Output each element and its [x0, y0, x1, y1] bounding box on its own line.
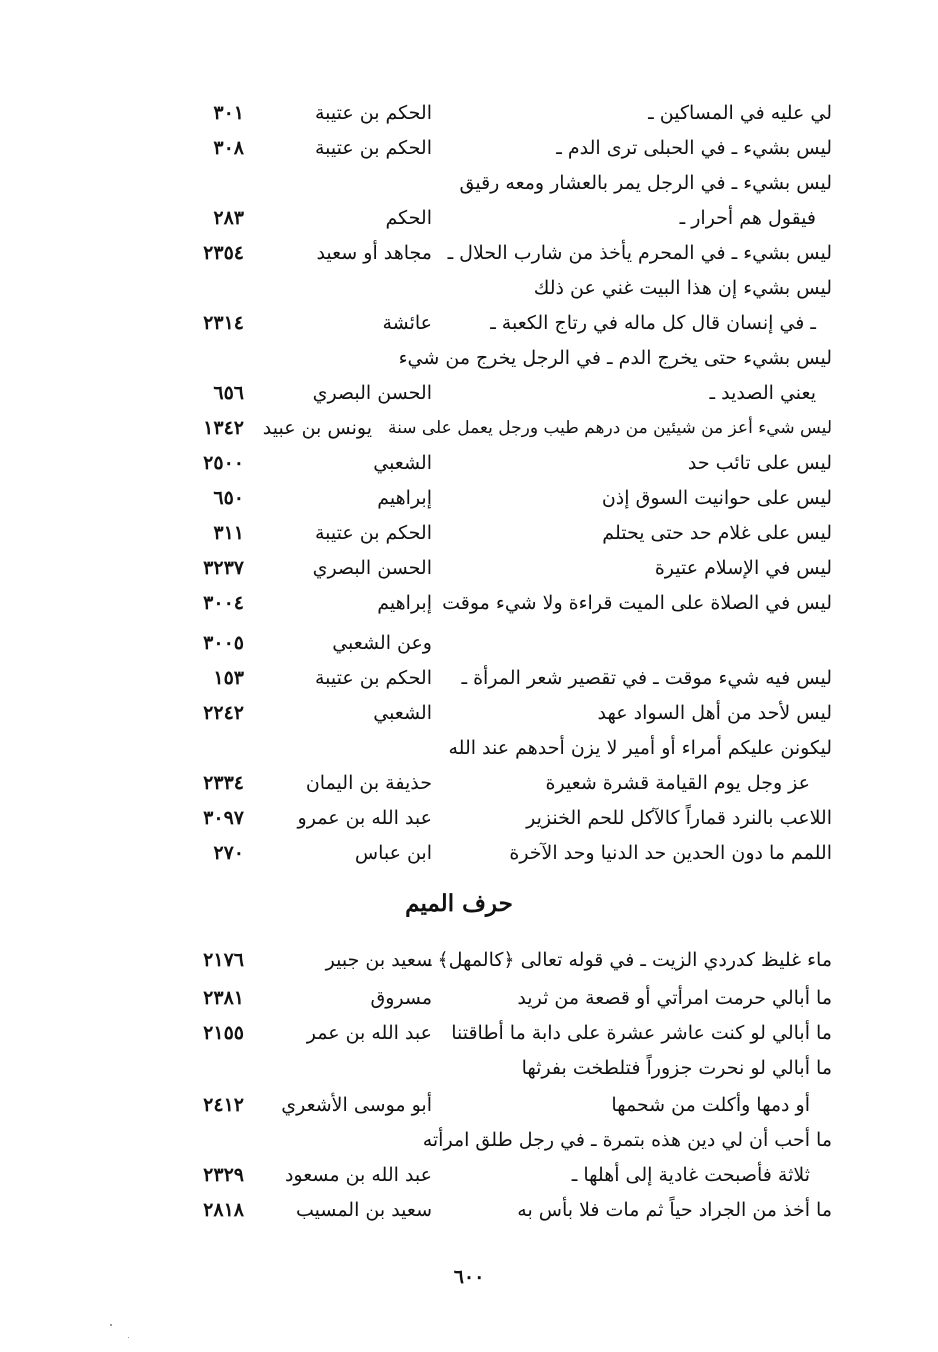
entry-text: فيقول هم أحرار ـ: [679, 207, 816, 229]
entry-text: لي عليه في المساكين ـ: [648, 102, 832, 124]
entry-number: ٣٠٩٧: [203, 807, 244, 829]
entry-row: [0, 166, 938, 200]
entry-number: ٣٢٣٧: [203, 557, 244, 579]
entry-narrator: عبد الله بن مسعود: [284, 1164, 432, 1186]
entry-row: [0, 696, 938, 730]
entry-narrator: سعيد بن المسيب: [295, 1199, 432, 1221]
entry-text: ثلاثة فأصبحت غادية إلى أهلها ـ: [571, 1164, 810, 1186]
entry-text: ليكونن عليكم أمراء أو أمير لا يزن أحدهم عند الله: [448, 737, 832, 759]
entry-number: ٢١٥٥: [203, 1022, 244, 1044]
page-number: ٦٠٠: [453, 1266, 485, 1288]
entry-row: [0, 766, 938, 800]
entry-number: ٢٤١٢: [203, 1094, 244, 1116]
entry-text: ليس على غلام حد حتى يحتلم: [602, 522, 832, 544]
entry-text: ليس بشيء ـ في المحرم يأخذ من شارب الحلال ـ: [447, 242, 832, 264]
entry-number: ٣٠٠٤: [203, 592, 244, 614]
entry-row: [0, 96, 938, 130]
scan-speck: [110, 1324, 112, 1326]
entry-row: [0, 236, 938, 270]
entry-row: [0, 376, 938, 410]
entry-row: [0, 481, 938, 515]
entry-row: [0, 551, 938, 585]
entry-row: [0, 1158, 938, 1192]
entry-number: ٢٧٠: [213, 842, 244, 864]
entry-text: ليس في الصلاة على الميت قراءة ولا شيء موقت: [442, 592, 832, 614]
entry-row: [0, 1016, 938, 1050]
entry-text: ليس لأحد من أهل السواد عهد: [597, 702, 832, 724]
entry-text: يعني الصديد ـ: [709, 382, 816, 404]
section-heading: [0, 884, 938, 924]
entry-narrator: يونس بن عبيد: [262, 417, 372, 439]
entry-row: [0, 411, 938, 445]
entry-text: ليس بشيء حتى يخرج الدم ـ في الرجل يخرج من شيء: [398, 347, 832, 369]
entry-narrator: سعيد بن جبير: [325, 949, 432, 971]
entry-narrator: الحكم بن عتيبة: [314, 137, 432, 159]
entry-number: ٦٥٠: [213, 487, 244, 509]
entry-number: ٢٣٣٤: [203, 772, 244, 794]
entry-row: [0, 1051, 938, 1085]
entry-number: ٢١٧٦: [203, 949, 244, 971]
entry-narrator: الحكم بن عتيبة: [314, 522, 432, 544]
entry-narrator: ابن عباس: [354, 842, 432, 864]
entry-number: ١٣٤٢: [203, 417, 244, 439]
entry-row: [0, 516, 938, 550]
entry-number: ٢٥٠٠: [203, 452, 244, 474]
entry-narrator: حذيفة بن اليمان: [305, 772, 432, 794]
entry-narrator: الحكم بن عتيبة: [314, 667, 432, 689]
entry-row: [0, 801, 938, 835]
entry-text: ليس بشيء ـ في الحبلى ترى الدم ـ: [556, 137, 832, 159]
entry-text: ليس على تائب حد: [687, 452, 832, 474]
entry-row: [0, 306, 938, 340]
entry-narrator: عبد الله بن عمرو: [297, 807, 432, 829]
entry-row: [0, 1088, 938, 1122]
entry-text: ما أبالي لو نحرت جزوراً فتلطخت بفرثها: [521, 1057, 832, 1079]
entry-text: أو دمها وأكلت من شحمها: [611, 1094, 810, 1116]
entry-text: اللمم ما دون الحدين حد الدنيا وحد الآخرة: [509, 842, 832, 864]
entry-narrator: الحسن البصري: [312, 382, 432, 404]
entry-narrator: عبد الله بن عمر: [306, 1022, 432, 1044]
entry-text: ليس بشيء إن هذا البيت غني عن ذلك: [533, 277, 832, 299]
entry-text: ليس شيء أعز من شيئين من درهم طيب ورجل يعمل على سنة: [387, 418, 832, 438]
entry-narrator: الحسن البصري: [312, 557, 432, 579]
entry-number: ٣٠٨: [213, 137, 244, 159]
entry-narrator: مجاهد أو سعيد: [316, 242, 432, 264]
entry-text: ليس في الإسلام عتيرة: [654, 557, 832, 579]
entry-number: ٢٣١٤: [203, 312, 244, 334]
entry-number: ٢٨٣: [213, 207, 244, 229]
entry-row: [0, 1123, 938, 1157]
entry-narrator: إبراهيم: [377, 592, 432, 614]
entry-number: ٦٥٦: [213, 382, 244, 404]
entry-text: ليس على حوانيت السوق إذن: [601, 487, 832, 509]
entry-text: ليس فيه شيء موقت ـ في تقصير شعر المرأة ـ: [461, 667, 832, 689]
entry-number: ٣٠٠٥: [203, 632, 244, 654]
entry-narrator: الشعبي: [373, 452, 432, 474]
entry-row: [0, 341, 938, 375]
entry-narrator: مسروق: [370, 987, 432, 1009]
entry-narrator: أبو موسى الأشعري: [281, 1094, 432, 1116]
entry-number: ٢٣٥٤: [203, 242, 244, 264]
entry-row: [0, 661, 938, 695]
entry-row: [0, 131, 938, 165]
entry-row: [0, 626, 938, 660]
entry-number: ٢٣٢٩: [203, 1164, 244, 1186]
entry-number: ٢٢٤٢: [203, 702, 244, 724]
entry-row: [0, 201, 938, 235]
entry-text: ما أحب أن لي دين هذه بتمرة ـ في رجل طلق امرأته: [422, 1129, 832, 1151]
entry-text: ما أبالي حرمت امرأتي أو قصعة من ثريد: [517, 987, 832, 1009]
entry-text: ما أخذ من الجراد حياً ثم مات فلا بأس به: [517, 1199, 832, 1221]
section-heading-text: حرف الميم: [405, 890, 513, 917]
scan-speck: [128, 1337, 129, 1338]
entry-row: [0, 1193, 938, 1227]
entry-text: ماء غليظ كدردي الزيت ـ في قوله تعالى ﴿كالمهل﴾ ـ: [425, 949, 832, 971]
entry-row: [0, 836, 938, 870]
entry-number: ٢٨١٨: [203, 1199, 244, 1221]
entry-number: ٣١١: [213, 522, 244, 544]
entry-text: ليس بشيء ـ في الرجل يمر بالعشار ومعه رقيق: [459, 172, 832, 194]
entry-row: [0, 271, 938, 305]
entry-row: [0, 981, 938, 1015]
entry-number: ٣٠١: [213, 102, 244, 124]
entry-narrator: الحكم بن عتيبة: [314, 102, 432, 124]
entry-row: [0, 586, 938, 620]
entry-row: [0, 943, 938, 977]
entry-row: [0, 731, 938, 765]
entry-narrator: عائشة: [382, 312, 432, 334]
entry-row: [0, 446, 938, 480]
entry-number: ٢٣٨١: [203, 987, 244, 1009]
entry-text: عز وجل يوم القيامة قشرة شعيرة: [545, 772, 810, 794]
entry-narrator: وعن الشعبي: [332, 632, 432, 654]
entry-text: ما أبالي لو كنت عاشر عشرة على دابة ما أطاقتنا: [451, 1022, 832, 1044]
entry-text: اللاعب بالنرد قماراً كالآكل للحم الخنزير: [526, 807, 832, 829]
entry-narrator: إبراهيم: [377, 487, 432, 509]
entry-text: ـ في إنسان قال كل ماله في رتاج الكعبة ـ: [490, 312, 816, 334]
entry-number: ١٥٣: [213, 667, 244, 689]
entry-narrator: الحكم: [385, 207, 432, 229]
entry-narrator: الشعبي: [373, 702, 432, 724]
